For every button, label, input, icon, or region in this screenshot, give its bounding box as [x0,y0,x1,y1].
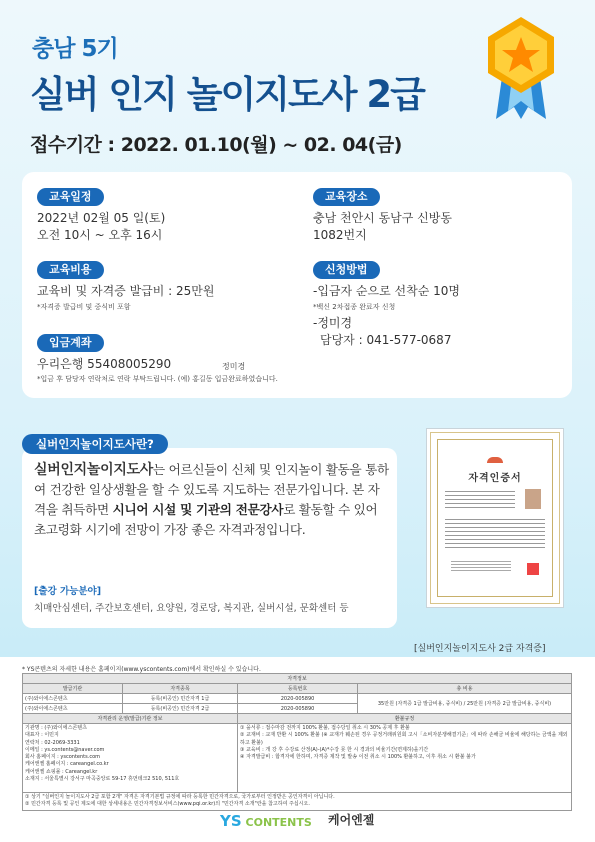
refund-header: 환불규정 [238,714,572,724]
table-cell: 등록(비공인) 민간자격 1급 [123,694,238,704]
certificate-caption: [실버인지놀이지도사 2급 자격증] [414,644,546,654]
table-title: 자격정보 [23,674,572,684]
field-value: 치매안심센터, 주간보호센터, 요양원, 경로당, 복지관, 실버시설, 문화센터 등 [34,603,349,614]
homepage-note: * YS콘텐츠의 자세한 내용은 홈페이지(www.yscontents.com)에서 확인하실 수 있습니다. [22,666,261,673]
table-cell: 2020-005890 [238,704,358,714]
total-cost: 35만원 (자격증 1급 발급비용, 중식비) / 25만원 (자격증 2급 발급비용, 중식비) [358,694,572,714]
table-header: 발급기관 [23,684,123,694]
about-text-2: 로 활동할 수 있어 초고령화 시기에 전망이 가장 좋은 자격과정입니다. [34,502,378,537]
org-header: 자격관리 운영(발급)기관 정보 [23,714,238,724]
cert-emblem-icon [487,457,503,463]
page-title: 실버 인지 놀이지도사 2급 [30,73,424,116]
qualification-table [22,673,572,811]
contact-phone: 담당자 : 041-577-0687 [320,333,452,347]
about-text-1: 는 어르신들이 신체 및 인지놀이 활동을 통하여 건강한 일상생활을 할 수 있도록 지도하는 전문가입니다. 본 자격을 취득하면 [34,462,389,517]
table-header: 등록번호 [238,684,358,694]
table-cell: (주)와이에스콘텐츠 [23,694,123,704]
cost-note: *자격증 발급비 및 중식비 포함 [37,303,131,311]
application-period: 접수기간 : 2022. 01.10(월) ~ 02. 04(금) [30,134,402,156]
place-line1: 충남 천안시 동남구 신방동 [313,211,452,225]
account-number: 우리은행 55408005290 [37,357,172,371]
certificate-image [430,432,560,604]
account-note: *입금 후 담당자 연락처로 연락 부탁드립니다. (예) 홍길동 입금완료하였습니다. [37,375,278,383]
account-label: 입금계좌 [37,334,104,352]
certificate-title: 자격인증서 [468,473,522,484]
subtitle: 충남 5기 [32,36,118,62]
apply-note: *백신 2차접종 완료자 신청 [313,303,396,311]
table-header: 총 비용 [358,684,572,694]
about-card [22,448,397,628]
place-label: 교육장소 [313,188,380,206]
contact-name: -정미경 [313,316,353,330]
table-cell: 2020-005890 [238,694,358,704]
ys-logo-icon: YS [220,812,242,830]
about-bold: 시니어 시설 및 기관의 전문강사 [112,502,284,517]
table-header: 자격종목 [123,684,238,694]
apply-label: 신청방법 [313,261,380,279]
ys-logo-text: CONTENTS [245,816,312,829]
info-card [22,172,572,398]
medal-icon [478,15,564,121]
schedule-date: 2022년 02월 05 일(토) [37,211,166,225]
about-label: 실버인지놀이지도사란? [22,434,168,454]
seal-icon [527,563,539,575]
table-cell: (주)와이에스콘텐츠 [23,704,123,714]
careangel-logo: 케어엔젤 [328,813,375,827]
field-label: [출강 가능분야] [34,586,102,597]
apply-method: -입금자 순으로 선착순 10명 [313,284,460,298]
disclaimer: ① 상기 "실버인지 놀이지도사 2급 포함 2개" 자격은 자격기본법 규정에 따라 등록한 민간자격으로, 국가로부터 인정받은 공인자격이 아닙니다. ② 민간자격 등록 및 공인 제도에 대한 상세내용은 민간자격정보서비스(www.pqi.or.kr)의 "민간자격 소개"란을 참고하여 주십시오. [23,793,572,811]
table-cell: 등록(비공인) 민간자격 2급 [123,704,238,714]
cost-label: 교육비용 [37,261,104,279]
place-line2: 1082번지 [313,228,367,242]
account-holder: 정미경 [222,362,246,371]
cost-value: 교육비 및 자격증 발급비 : 25만원 [37,284,215,298]
schedule-time: 오전 10시 ~ 오후 16시 [37,228,163,242]
schedule-label: 교육일정 [37,188,104,206]
org-info: 기관명 : (주)와이에스콘텐츠 대표자 : 이민지 연락처 : 02-2069-3331 이메일 : ys.contents@naver.com 회사 홈페이지 : yscontents.com 케어앤젤 홈페이지 : careangel.co.kr 케어앤젤 쇼핑몰 : Careangel.kr 소재지 : 서울특별시 강서구 마곡중앙로 59-17 휴먼테크2 510, 511호 [23,724,238,793]
about-lead: 실버인지놀이지도사 [34,462,154,478]
refund-info: ① 을서류 : 접수마감 전까지 100% 환불, 접수당일 취소 시 30% 공제 후 환불 ② 교재비 : 교재 반환 시 100% 환불 (※ 교재가 훼손된 경우 공정거래위원회 고시「소비자분쟁해결기준」에 따라 손해금 비율에 해당하는 금액을 제외하고 환불) ③ 교육비 : 개 강 후 수강료 산정(A)-(A)*수강 못 한 시 경과의 비율기간(면제하)을기간 ④ 자격발급비 : 합격자에 한하며, 자격증 제작 및 발송 이전 취소 시 100% 환불하고, 이후 취소 시 환불 불가 [238,724,572,793]
ys-contents-logo [220,812,312,830]
table-row [23,694,572,704]
about-description [34,460,389,540]
